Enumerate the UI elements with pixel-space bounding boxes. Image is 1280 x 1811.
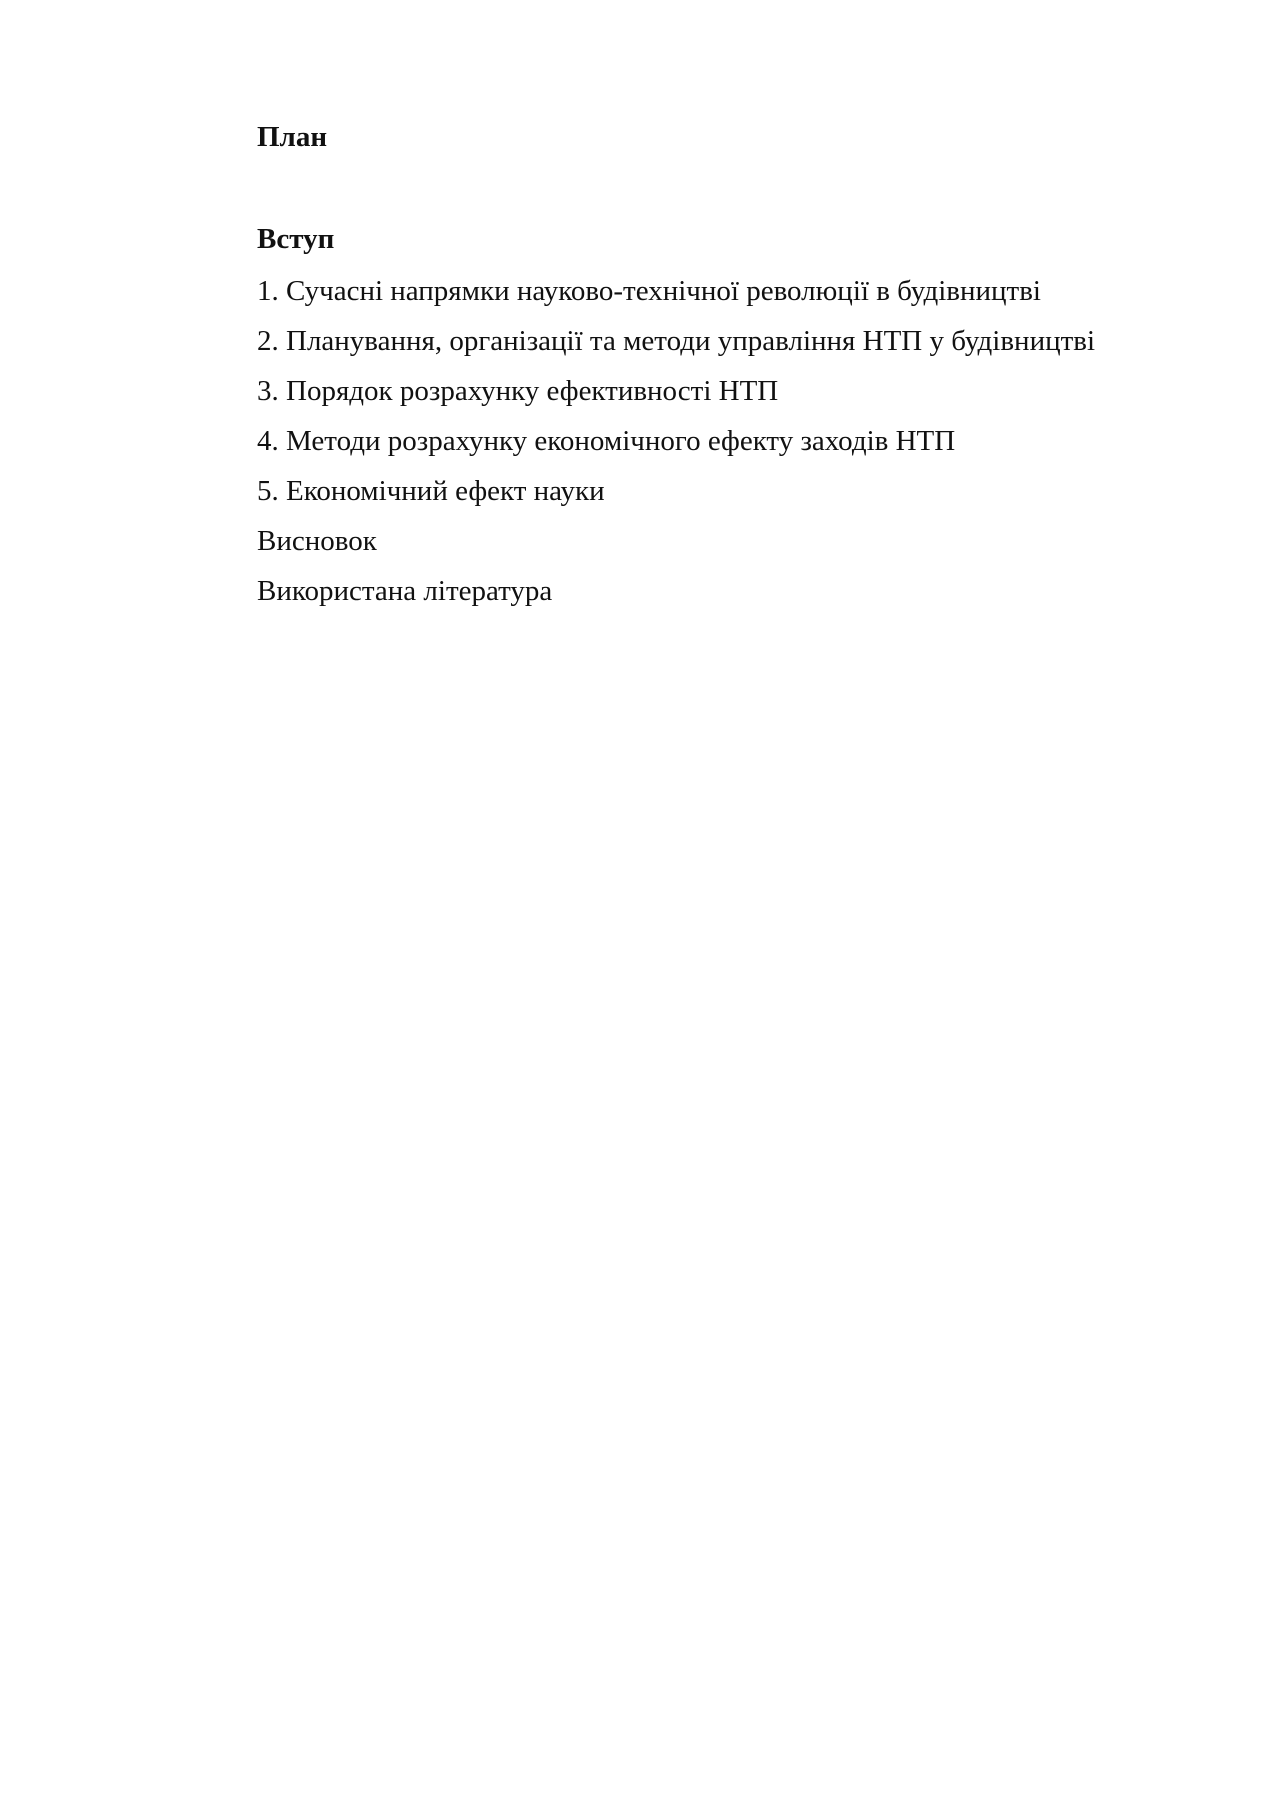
toc-item-1: 1. Сучасні напрямки науково-технічної революції в будівництві [257,275,1041,307]
toc-item-3: 3. Порядок розрахунку ефективності НТП [257,375,779,407]
toc-conclusion: Висновок [257,525,377,557]
table-of-contents [257,110,1237,616]
toc-item-2: 2. Планування, організації та методи управління НТП у будівництві [257,325,1096,357]
page-title: План [257,121,328,153]
spacer [257,164,1237,212]
toc-references: Використана література [257,575,553,607]
intro-heading: Вступ [257,223,335,255]
toc-item-4: 4. Методи розрахунку економічного ефекту заходів НТП [257,425,956,457]
toc-item-5: 5. Економічний ефект науки [257,475,605,507]
